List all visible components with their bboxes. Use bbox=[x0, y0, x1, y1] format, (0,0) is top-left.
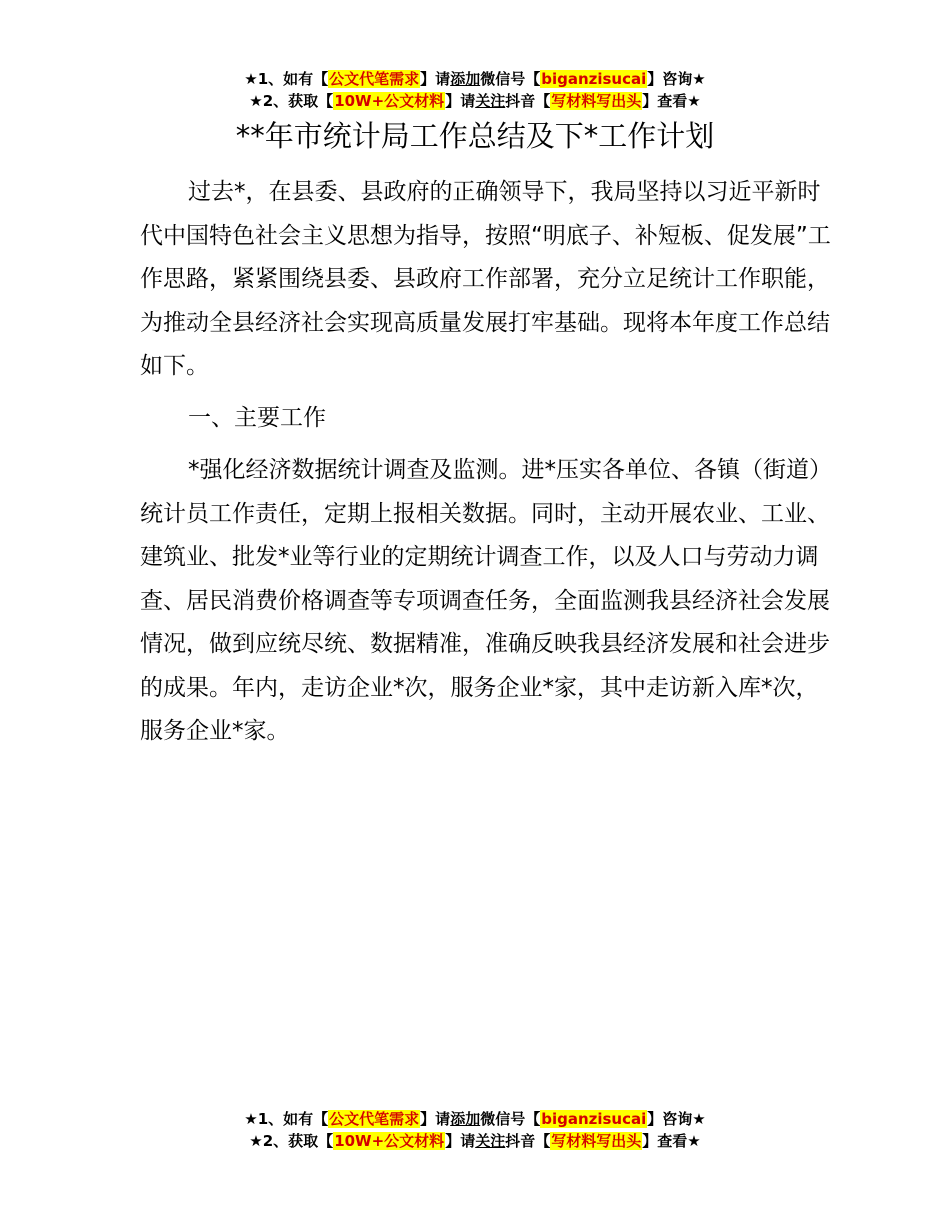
banner-text: ★1、如有【 bbox=[244, 70, 329, 88]
paragraph-intro: 过去*，在县委、县政府的正确领导下，我局坚持以习近平新时代中国特色社会主义思想为指导，按照“明底子、补短板、促发展”工作思路，紧紧围绕县委、县政府工作部署，充分立足统计工作职能，为推动全县经济社会实现高质量发展打牢基础。现将本年度工作总结如下。 bbox=[140, 179, 831, 379]
banner-text: ★2、获取【 bbox=[249, 1132, 334, 1150]
banner-text: 抖音【 bbox=[505, 1132, 551, 1150]
banner-text: 】请 bbox=[445, 1132, 476, 1150]
banner-text: 】查看★ bbox=[642, 92, 701, 110]
underlined-add: 添加 bbox=[450, 1110, 481, 1128]
banner-line-1 bbox=[0, 68, 950, 90]
banner-text: 】咨询★ bbox=[647, 1110, 706, 1128]
paragraph-work-item: *强化经济数据统计调查及监测。进*压实各单位、各镇（街道）统计员工作责任，定期上报相关数据。同时，主动开展农业、工业、建筑业、批发*业等行业的定期统计调查工作，以及人口与劳动力调查、居民消费价格调查等专项调查任务，全面监测我县经济社会发展情况，做到应统尽统、数据精准，准确反映我县经济发展和社会进步的成果。年内，走访企业*次，服务企业*家，其中走访新入库*次，服务企业*家。 bbox=[140, 457, 832, 744]
underlined-follow: 关注 bbox=[475, 1132, 506, 1150]
banner-text: 】咨询★ bbox=[647, 70, 706, 88]
banner-line-1 bbox=[0, 1108, 950, 1130]
banner-text: 】请 bbox=[445, 92, 476, 110]
banner-text: 】请 bbox=[420, 70, 451, 88]
footer-banner bbox=[0, 1108, 950, 1152]
underlined-follow: 关注 bbox=[475, 92, 506, 110]
highlight-service: 公文代笔需求 bbox=[329, 1110, 420, 1128]
banner-text: 抖音【 bbox=[505, 92, 551, 110]
banner-line-2 bbox=[0, 90, 950, 112]
section-heading: 一、主要工作 bbox=[188, 404, 326, 431]
banner-line-2 bbox=[0, 1130, 950, 1152]
document-title: **年市统计局工作总结及下*工作计划 bbox=[235, 119, 715, 153]
banner-text: ★1、如有【 bbox=[244, 1110, 329, 1128]
banner-text: 】请 bbox=[420, 1110, 451, 1128]
highlight-service: 公文代笔需求 bbox=[329, 70, 420, 88]
banner-text: 微信号【 bbox=[480, 1110, 541, 1128]
highlight-douyin-account: 写材料写出头 bbox=[551, 1132, 642, 1150]
document-body bbox=[140, 171, 840, 762]
highlight-materials: 10W+公文材料 bbox=[334, 1132, 445, 1150]
highlight-douyin-account: 写材料写出头 bbox=[551, 92, 642, 110]
banner-text: ★2、获取【 bbox=[249, 92, 334, 110]
underlined-add: 添加 bbox=[450, 70, 481, 88]
banner-text: 微信号【 bbox=[480, 70, 541, 88]
banner-text: 】查看★ bbox=[642, 1132, 701, 1150]
header-banner bbox=[0, 68, 950, 112]
highlight-wechat-id: biganzisucai bbox=[541, 70, 647, 88]
highlight-wechat-id: biganzisucai bbox=[541, 1110, 647, 1128]
highlight-materials: 10W+公文材料 bbox=[334, 92, 445, 110]
